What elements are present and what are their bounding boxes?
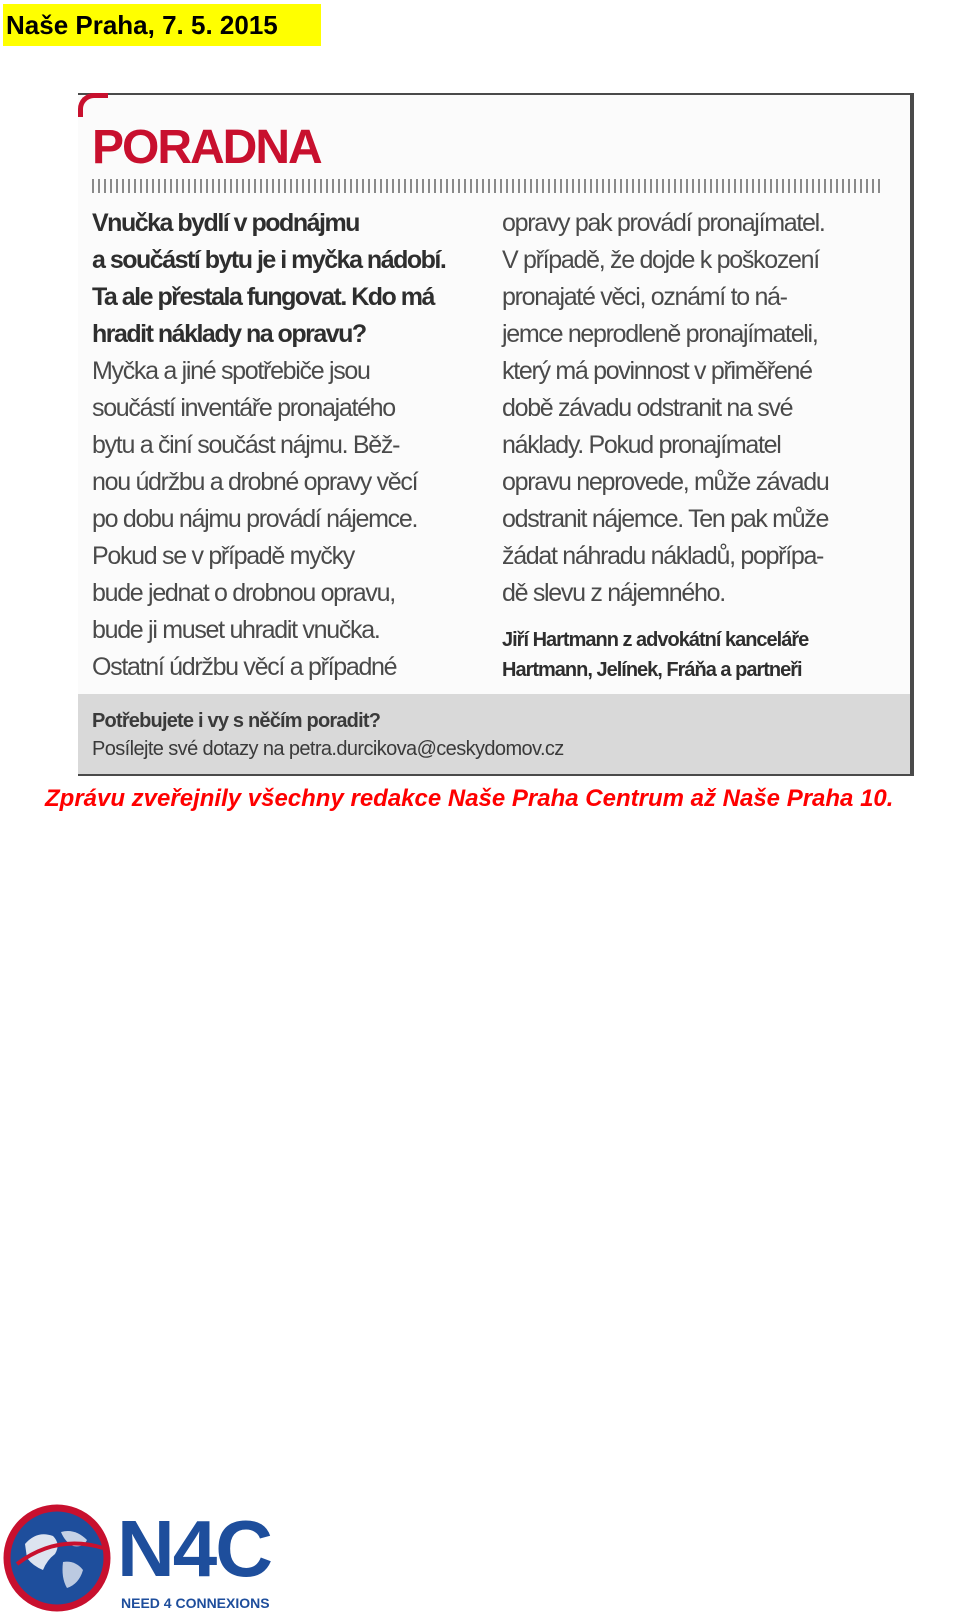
n4c-logo [3,1504,283,1614]
answer-line: jemce neprodleně pronajímateli, [502,320,818,348]
answer-line: který má povinnost v přiměřené [502,357,812,385]
advice-footer-box [78,694,910,774]
question-line: a součástí bytu je i myčka nádobí. [92,246,446,274]
answer-line: náklady. Pokud pronajímatel [502,431,781,459]
answer-line: bude ji muset uhradit vnučka. [92,616,380,644]
advice-footer-question: Potřebujete i vy s něčím poradit? [92,710,381,732]
globe-icon [3,1504,115,1614]
answer-line: Ostatní údržbu věcí a případné [92,653,397,681]
article-column-right [502,205,897,612]
answer-line: V případě, že dojde k poškození [502,246,819,274]
answer-line: bude jednat o drobnou opravu, [92,579,395,607]
question-line: hradit náklady na opravu? [92,320,366,348]
logo-tagline: NEED 4 CONNEXIONS [121,1595,270,1611]
rubric-divider [92,179,884,193]
answer-line: Myčka a jiné spotřebiče jsou [92,357,370,385]
answer-line: době závadu odstranit na své [502,394,793,422]
answer-line: dě slevu z nájemného. [502,579,725,607]
page-header-title: Naše Praha, 7. 5. 2015 [6,10,278,40]
answer-line: opravy pak provádí pronajímatel. [502,209,825,237]
answer-line: Pokud se v případě myčky [92,542,354,570]
clipping-corner-mark [78,93,108,117]
question-line: Ta ale přestala fungovat. Kdo má [92,283,434,311]
answer-line: nou údržbu a drobné opravy věcí [92,468,418,496]
signature-line: Hartmann, Jelínek, Fráňa a partneři [502,659,802,681]
rubric-title: PORADNA [92,121,321,174]
answer-line: bytu a činí součást nájmu. Běž- [92,431,400,459]
question-line: Vnučka bydlí v podnájmu [92,209,359,237]
article-signature [502,625,808,685]
newspaper-clipping [78,93,914,776]
logo-wordmark: N4C [117,1504,272,1593]
answer-line: odstranit nájemce. Ten pak může [502,505,829,533]
answer-line: součástí inventáře pronajatého [92,394,395,422]
article-column-left [92,205,477,686]
answer-line: opravu neprovede, může závadu [502,468,829,496]
signature-line: Jiří Hartmann z advokátní kanceláře [502,629,809,651]
advice-footer-contact: Posílejte své dotazy na petra.durcikova@ceskydomov.cz [92,738,564,760]
answer-line: žádat náhradu nákladů, popřípa- [502,542,824,570]
publication-caption: Zprávu zveřejnily všechny redakce Naše Praha Centrum až Naše Praha 10. [45,785,894,812]
answer-line: po dobu nájmu provádí nájemce. [92,505,418,533]
answer-line: pronajaté věci, oznámí to ná- [502,283,787,311]
